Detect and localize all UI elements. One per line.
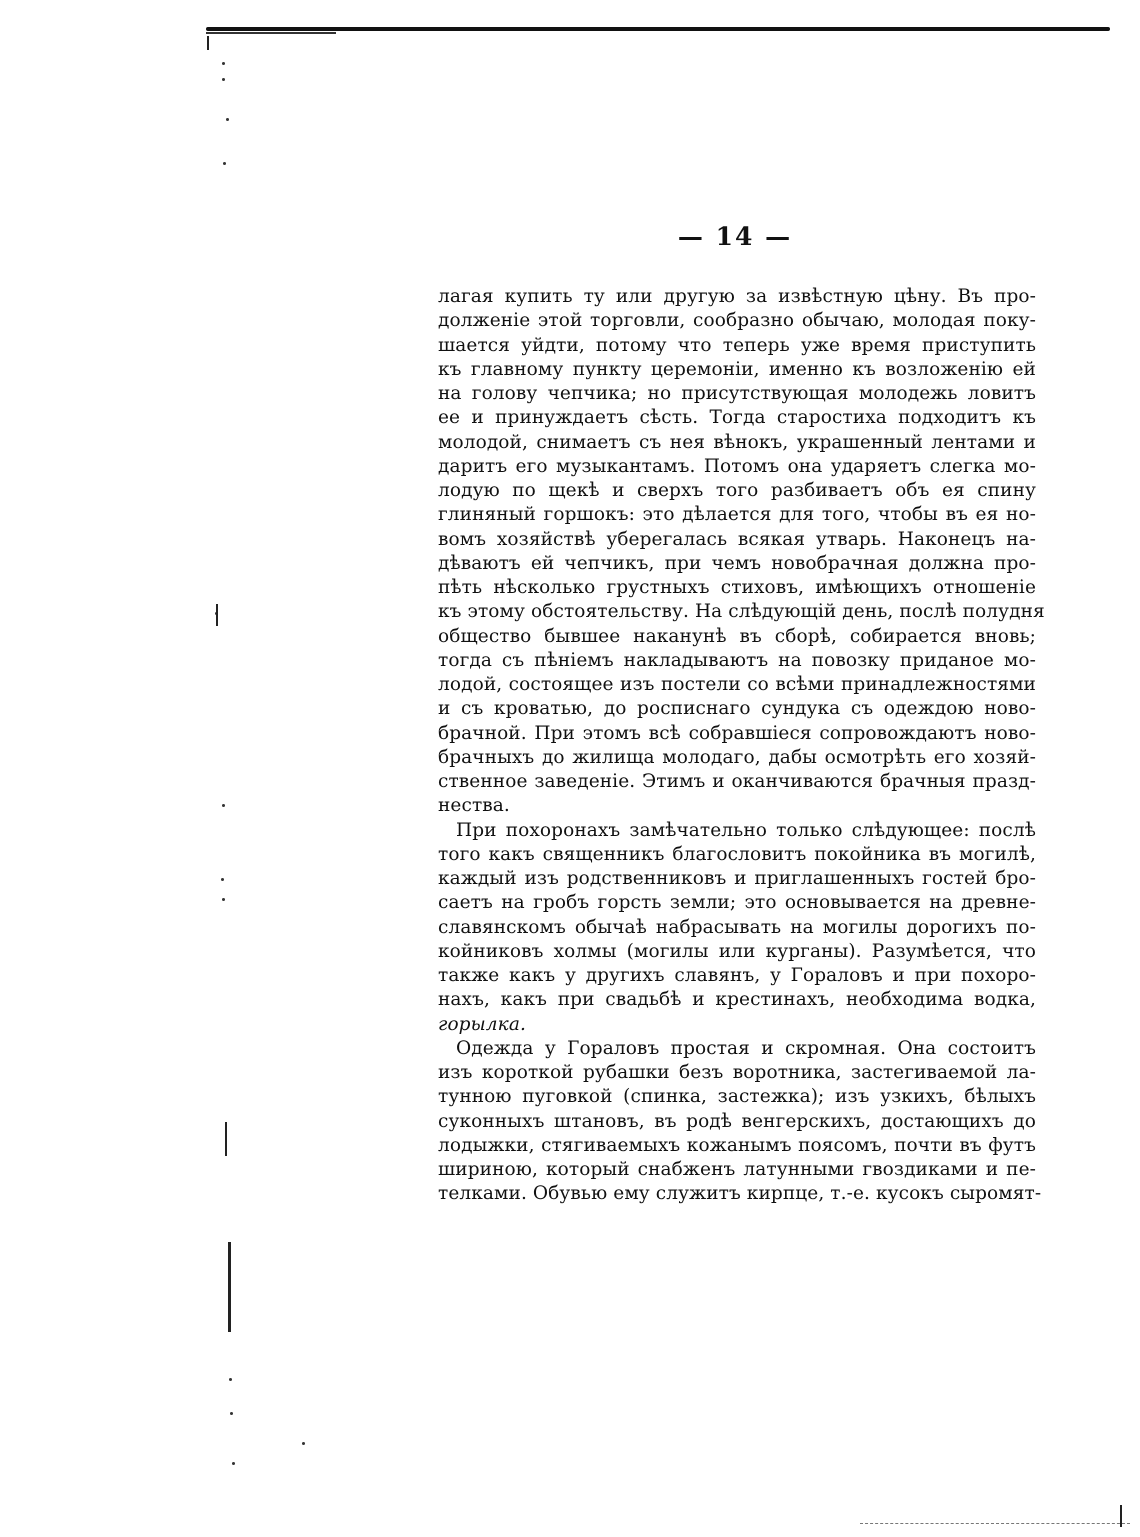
margin-mark bbox=[207, 36, 209, 50]
top-edge-rule-shadow bbox=[206, 32, 336, 34]
text-line: шириною, который снабженъ латунными гвоздиками и пе- bbox=[438, 1159, 1036, 1180]
text-line: лодую по щекѣ и сверхъ того разбиваетъ объ ея спину bbox=[438, 480, 1036, 501]
text-line: лагая купить ту или другую за извѣстную цѣну. Въ про- bbox=[438, 286, 1036, 307]
margin-speck bbox=[302, 1442, 305, 1445]
text-line: пѣть нѣсколько грустныхъ стиховъ, имѣющихъ отношеніе bbox=[438, 577, 1036, 598]
text-line: долженіе этой торговли, сообразно обычаю, молодая поку- bbox=[438, 310, 1036, 332]
text-line: суконныхъ штановъ, въ родѣ венгерскихъ, достающихъ до bbox=[438, 1110, 1036, 1132]
text-line: и съ кроватью, до росписнаго сундука съ одеждою ново- bbox=[438, 698, 1036, 720]
text-line: на голову чепчика; но присутствующая молодежь ловитъ bbox=[438, 383, 1036, 404]
margin-speck bbox=[221, 878, 224, 881]
margin-speck bbox=[229, 1378, 232, 1381]
margin-mark bbox=[225, 1122, 227, 1156]
text-line: ее и принуждаетъ сѣсть. Тогда старостиха подходитъ къ bbox=[438, 407, 1036, 429]
margin-speck bbox=[222, 804, 225, 807]
text-line: нахъ, какъ при свадьбѣ и крестинахъ, необходима водка, bbox=[438, 989, 1036, 1011]
text-line: Одежда у Гораловъ простая и скромная. Она состоитъ bbox=[456, 1037, 1036, 1059]
text-line: къ главному пункту церемоніи, именно къ возложенію ей bbox=[438, 358, 1036, 380]
margin-speck bbox=[232, 1462, 235, 1465]
text-line: лодой, состоящее изъ постели со всѣми принадлежностями bbox=[438, 674, 1036, 695]
text-line: глиняный горшокъ: это дѣлается для того, чтобы въ ея но- bbox=[438, 504, 1036, 526]
text-line: горылка. bbox=[438, 1013, 526, 1035]
margin-speck bbox=[223, 162, 226, 165]
text-line: изъ короткой рубашки безъ воротника, застегиваемой ла- bbox=[438, 1062, 1036, 1083]
page-number: — 14 — bbox=[677, 222, 793, 251]
text-line: шается уйдти, потому что теперь уже время приступить bbox=[438, 334, 1036, 356]
text-line: койниковъ холмы (могилы или курганы). Разумѣется, что bbox=[438, 940, 1036, 962]
text-line: вомъ хозяйствѣ уберегалась всякая утварь. Наконецъ на- bbox=[438, 528, 1036, 550]
margin-mark bbox=[216, 604, 218, 626]
text-line: При похоронахъ замѣчательно только слѣдующее: послѣ bbox=[456, 819, 1036, 841]
bottom-edge-rule bbox=[860, 1523, 1130, 1525]
margin-mark bbox=[228, 1242, 231, 1332]
text-line: тунною пуговкой (спинка, застежка); изъ узкихъ, бѣлыхъ bbox=[438, 1086, 1036, 1108]
text-line: саетъ на гробъ горсть земли; это основывается на древне- bbox=[438, 892, 1036, 914]
text-line: славянскомъ обычаѣ набрасывать на могилы дорогихъ по- bbox=[438, 916, 1036, 938]
text-line: дѣваютъ ей чепчикъ, при чемъ новобрачная должна про- bbox=[438, 552, 1036, 574]
margin-speck bbox=[226, 118, 229, 121]
text-line: даритъ его музыкантамъ. Потомъ она ударяетъ слегка мо- bbox=[438, 455, 1036, 477]
margin-speck bbox=[222, 62, 225, 65]
text-line: нества. bbox=[438, 795, 510, 817]
text-line: къ этому обстоятельству. На слѣдующій день, послѣ полудня bbox=[438, 601, 1045, 623]
text-line: тогда съ пѣніемъ накладываютъ на повозку приданое мо- bbox=[438, 649, 1036, 671]
corner-mark bbox=[1120, 1505, 1122, 1527]
text-line: того какъ священникъ благословитъ покойника въ могилѣ, bbox=[438, 843, 1036, 865]
body-text bbox=[438, 285, 1045, 1207]
text-line: каждый изъ родственниковъ и приглашенныхъ гостей бро- bbox=[438, 868, 1036, 889]
text-line: также какъ у другихъ славянъ, у Гораловъ и при похоро- bbox=[438, 965, 1036, 986]
top-edge-rule bbox=[206, 27, 1110, 31]
margin-speck bbox=[222, 78, 225, 81]
text-line: лодыжки, стягиваемыхъ кожанымъ поясомъ, почти въ футъ bbox=[438, 1134, 1036, 1156]
text-line: ственное заведеніе. Этимъ и оканчиваются брачныя празд- bbox=[438, 771, 1036, 792]
text-line: брачной. При этомъ всѣ собравшіеся сопровождаютъ ново- bbox=[438, 722, 1036, 744]
margin-speck bbox=[222, 898, 225, 901]
text-line: телками. Обувью ему служитъ кирпце, т.-е. кусокъ сыромят- bbox=[438, 1183, 1042, 1205]
text-line: брачныхъ до жилища молодаго, дабы осмотрѣть его хозяй- bbox=[438, 746, 1036, 768]
margin-speck bbox=[230, 1412, 233, 1415]
text-line: общество бывшее наканунѣ въ сборѣ, собирается вновь; bbox=[438, 625, 1036, 647]
text-line: молодой, снимаетъ съ нея вѣнокъ, украшенный лентами и bbox=[438, 431, 1036, 453]
